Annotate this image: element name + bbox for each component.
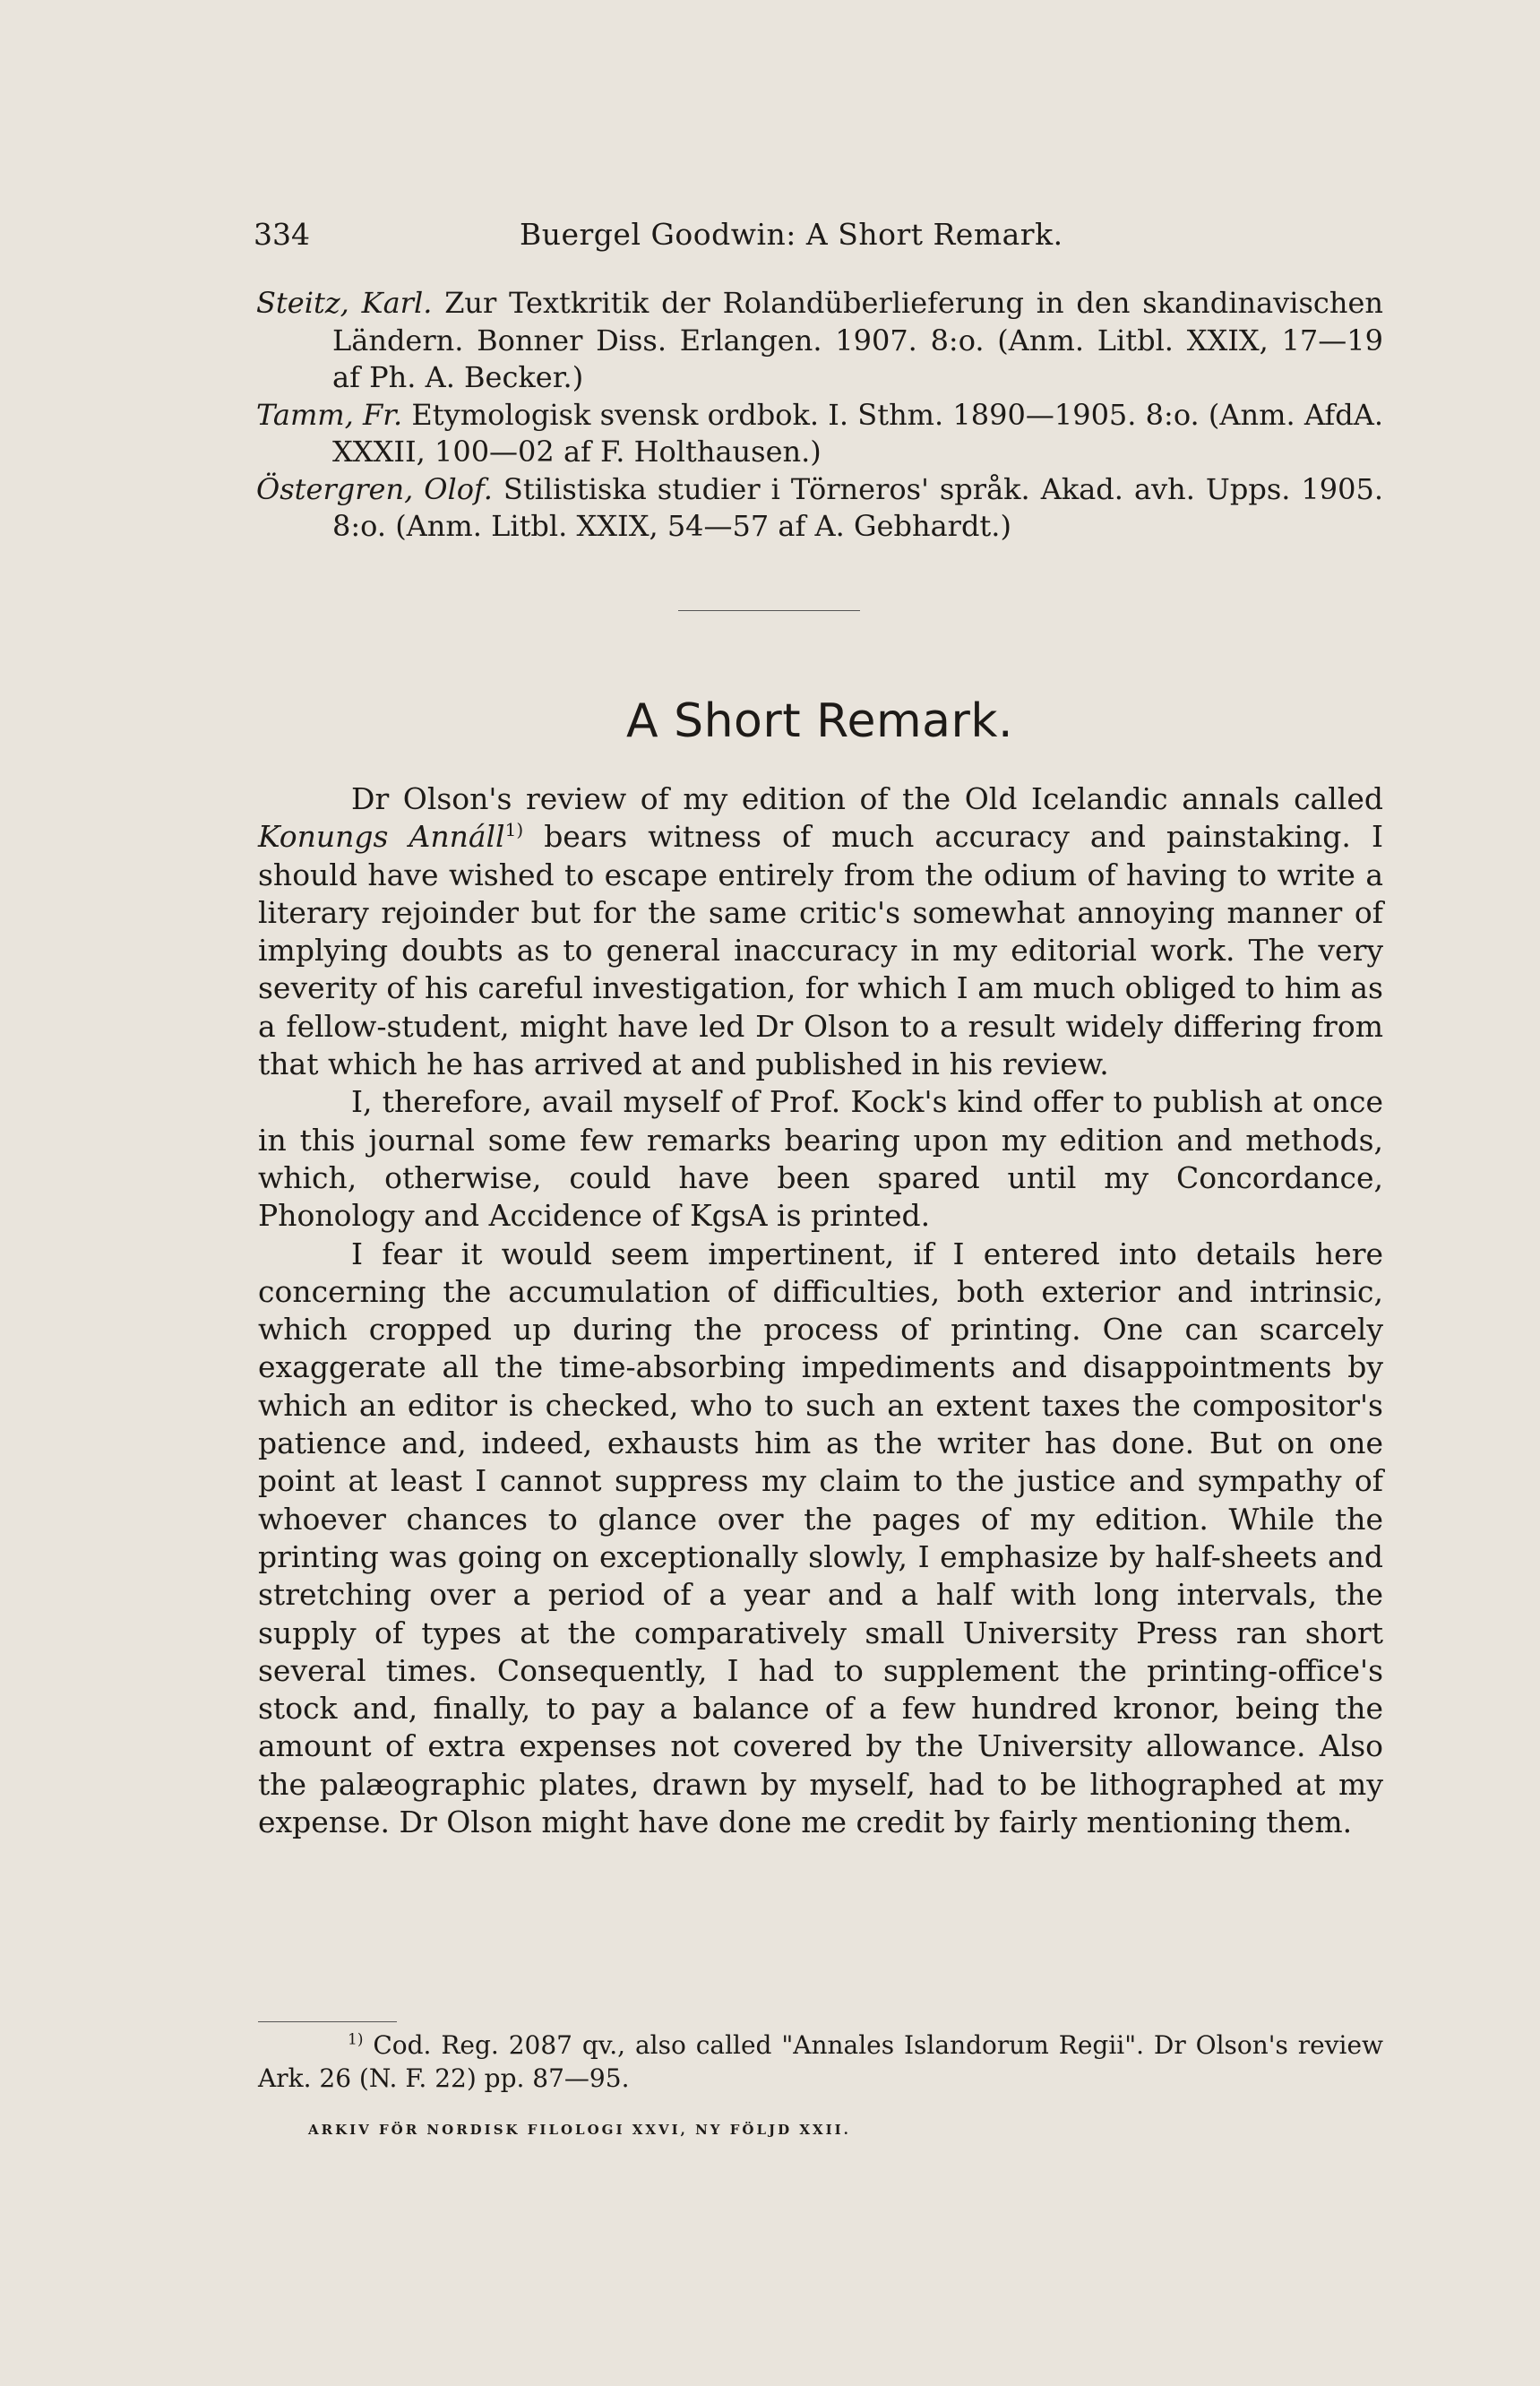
footnote xyxy=(258,2029,1383,2095)
printer-signature-line: ARKIV FÖR NORDISK FILOLOGI XXVI, NY FÖLJD XXII. xyxy=(308,2122,851,2138)
footnote-divider xyxy=(258,2021,397,2022)
article-title: A Short Remark. xyxy=(625,694,1013,748)
work-title: Konungs Annáll xyxy=(258,819,505,855)
page-number: 334 xyxy=(254,217,310,252)
footnote-text: Cod. Reg. 2087 qv., also called "Annales Islandorum Regii". Dr Olson's review Ark. 26 (N. F. 22) pp. 87—95. xyxy=(258,2030,1383,2093)
bibliography-author: Östergren, Olof. xyxy=(256,471,493,506)
paragraph-text: bears witness of much accuracy and painstaking. I should have wished to escape entirely from the odium of having to write a literary rejoinder but for the same critic's somewhat annoying manner of implying doubts as to general inaccuracy in my editorial work. The very severity of his careful investigation, for which I am much obliged to him as a fellow-student, might have led Dr Olson to a result widely differing from that which he has arrived at and published in his review. xyxy=(258,819,1383,1082)
paragraph: I fear it would seem impertinent, if I entered into details here concerning the accumulation of difficulties, both exterior and intrinsic, which cropped up during the process of printing. One can scarcely exaggerate all the time-absorbing impediments and disappointments by which an editor is checked, who to such an extent taxes the compositor's patience and, indeed, exhausts him as the writer has done. But on one point at least I cannot suppress my claim to the justice and sympathy of whoever chances to glance over the pages of my edition. While the printing was going on exceptionally slowly, I emphasize by half-sheets and stretching over a period of a year and a half with long intervals, the supply of types at the comparatively small University Press ran short several times. Consequently, I had to supplement the printing-office's stock and, finally, to pay a balance of a few hundred kronor, being the amount of extra expenses not covered by the University allowance. Also the palæographic plates, drawn by myself, had to be lithographed at my expense. Dr Olson might have done me credit by fairly mentioning them. xyxy=(258,1236,1383,1840)
bibliography-list xyxy=(256,285,1383,546)
bibliography-entry xyxy=(256,397,1383,471)
footnote-marker: 1) xyxy=(348,2030,364,2049)
paragraph-text: Dr Olson's review of my edition of the Old Icelandic annals called xyxy=(351,781,1383,816)
paragraph xyxy=(258,780,1383,1083)
footnote-reference[interactable]: 1) xyxy=(504,819,524,841)
bibliography-entry xyxy=(256,471,1383,546)
bibliography-text: Stilistiska studier i Törneros' språk. Akad. avh. Upps. 1905. 8:o. (Anm. Litbl. XXIX, 54—57 af A. Gebhardt.) xyxy=(332,471,1384,543)
bibliography-author: Steitz, Karl. xyxy=(256,286,433,320)
bibliography-text: Etymologisk svensk ordbok. I. Sthm. 1890—1905. 8:o. (Anm. AfdA. XXXII, 100—02 af F. Holthausen.) xyxy=(332,397,1384,469)
running-title: Buergel Goodwin: A Short Remark. xyxy=(520,217,1063,252)
article-body xyxy=(258,780,1383,1841)
paragraph: I, therefore, avail myself of Prof. Kock's kind offer to publish at once in this journal some few remarks bearing upon my edition and methods, which, otherwise, could have been spared until my Concordance, Phonology and Accidence of KgsA is printed. xyxy=(258,1084,1383,1234)
section-divider xyxy=(678,610,860,611)
bibliography-author: Tamm, Fr. xyxy=(256,397,403,432)
bibliography-text: Zur Textkritik der Rolandüberlieferung in den skandinavischen Ländern. Bonner Diss. Erlangen. 1907. 8:o. (Anm. Litbl. XXIX, 17—19 af Ph. A. Becker.) xyxy=(332,286,1383,394)
bibliography-entry xyxy=(256,285,1383,397)
